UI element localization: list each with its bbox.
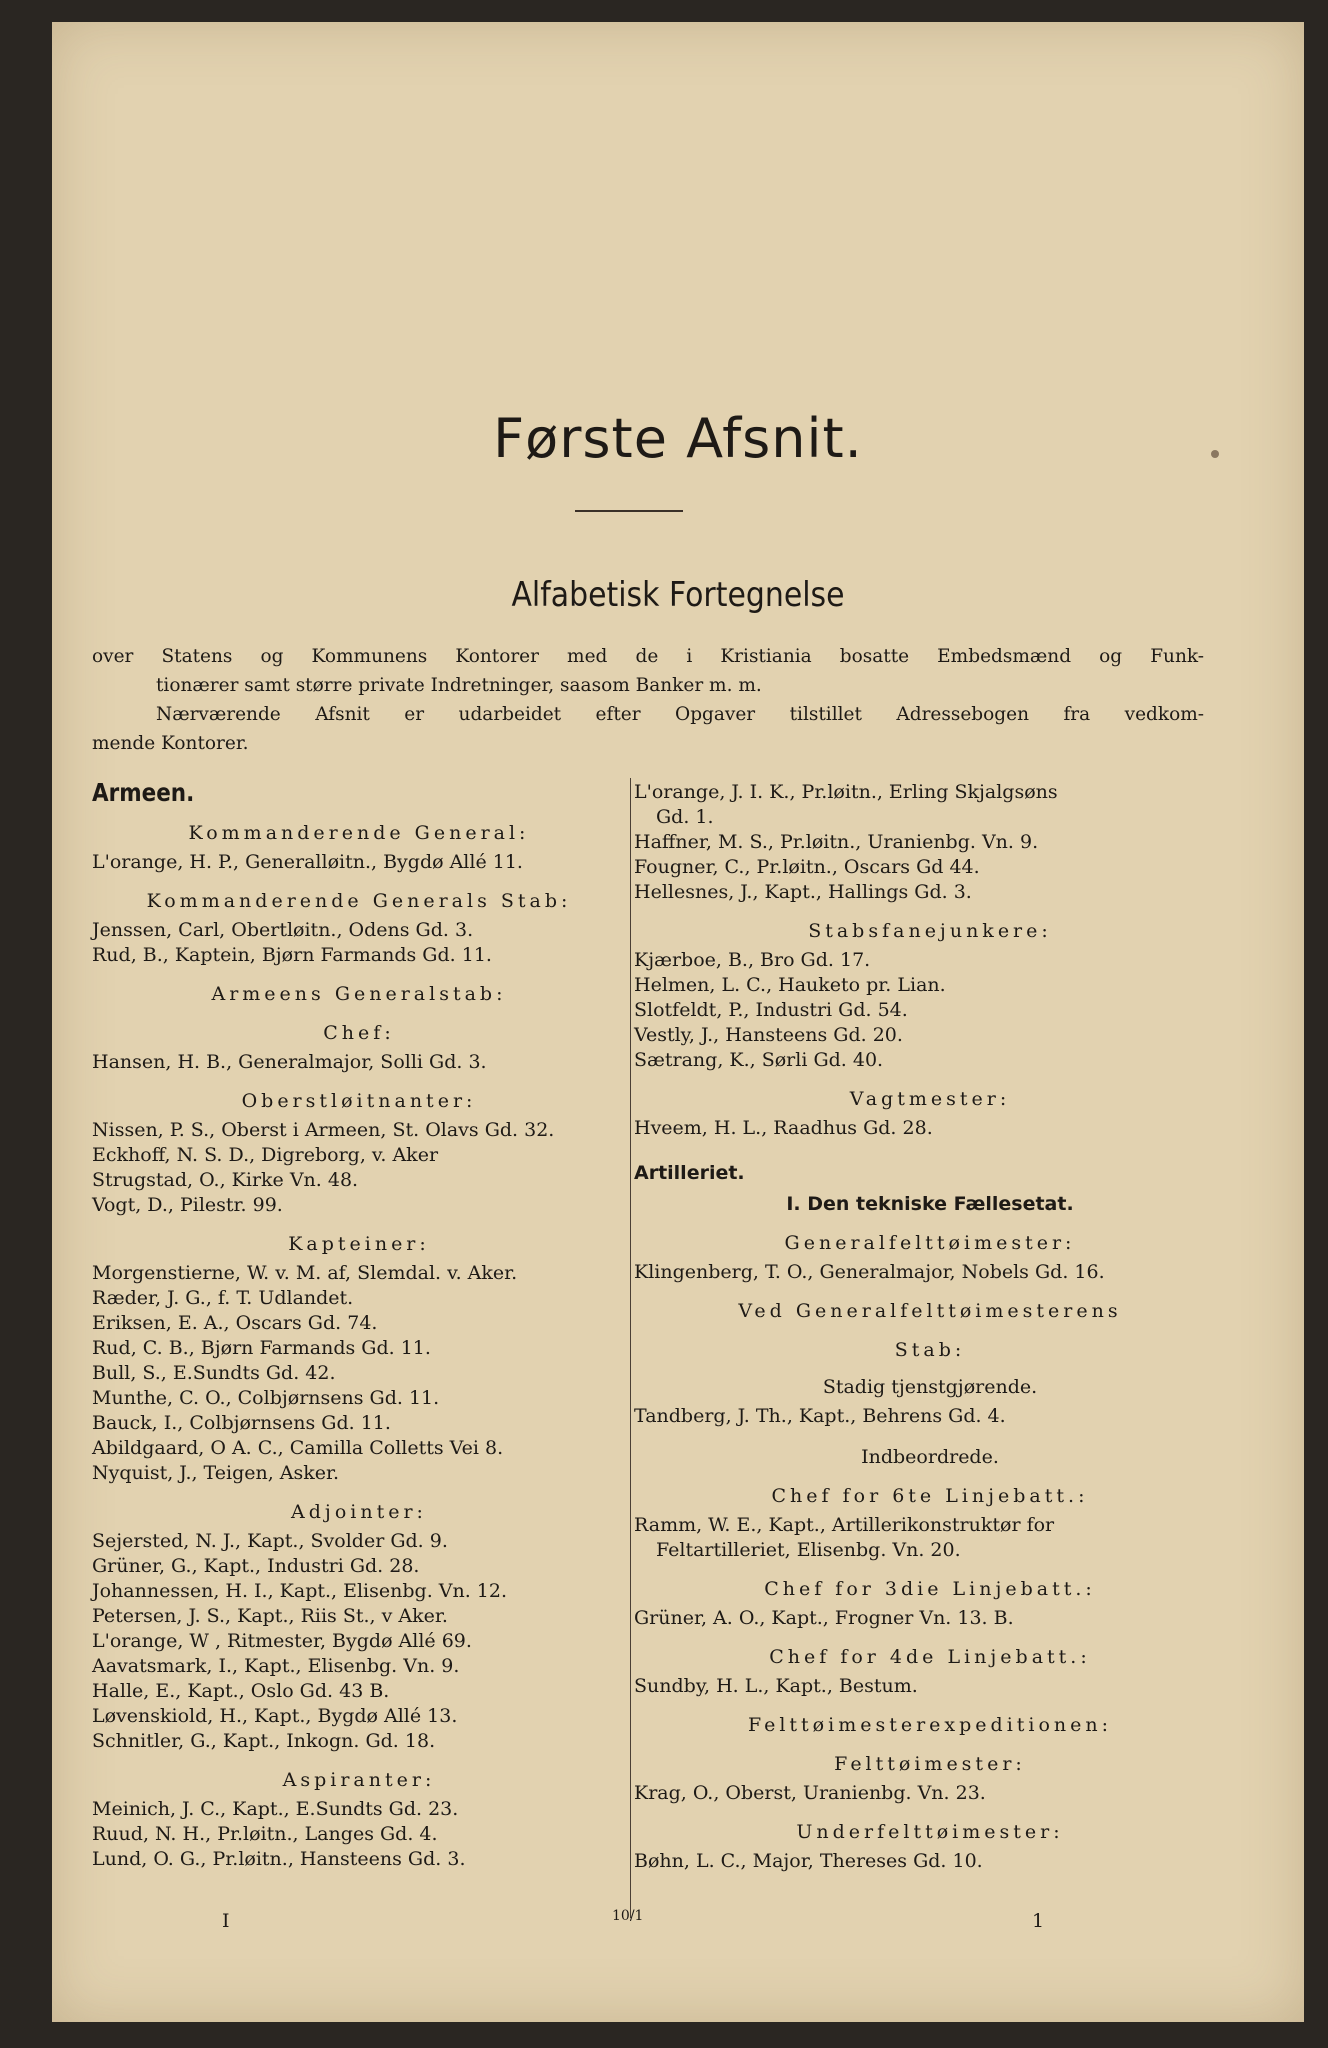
section-subhead: Armeens Generalstab: [211,983,507,1005]
entry-line: Morgenstierne, W. v. M. af, Slemdal. v. Aker. [92,1262,518,1284]
intro-paragraph [92,642,1204,758]
entry-continuation: Feltartilleriet, Elisenbg. Vn. 20. [656,1539,961,1561]
entry-line: Schnitler, G., Kapt., Inkogn. Gd. 18. [92,1730,436,1752]
title-rule [575,510,683,512]
directory-section [634,1299,1226,1324]
entry-line: Petersen, J. S., Kapt., Riis St., v Aker. [92,1605,448,1627]
section-heading: Armeen. [92,778,195,807]
entry-line: Tandberg, J. Th., Kapt., Behrens Gd. 4. [634,1405,1006,1427]
section-subhead: Stadig tjenstgjørende. [822,1376,1038,1398]
section-subhead: Stab: [894,1339,966,1361]
column-divider [630,778,631,1918]
left-sections [92,821,626,1872]
entry-line: Abildgaard, O A. C., Camilla Colletts Vei 8. [92,1437,504,1459]
directory-section [92,1021,626,1075]
section-subhead: Felttøimesterexpeditionen: [747,1714,1113,1736]
entry-line: Hveem, H. L., Raadhus Gd. 28. [634,1117,933,1139]
right-sections-a [634,919,1226,1141]
entry-continuation: Gd. 1. [656,806,714,828]
entry-line: Aavatsmark, I., Kapt., Elisenbg. Vn. 9. [92,1655,460,1677]
page-title: Første Afsnit. [493,407,863,470]
entry-line: Krag, O., Oberst, Uranienbg. Vn. 23. [634,1782,986,1804]
directory-section [92,1500,626,1754]
section-subhead: Kommanderende Generals Stab: [146,890,572,912]
directory-section [92,1089,626,1218]
entry-line: Vogt, D., Pilestr. 99. [92,1194,283,1216]
entry-line: Rud, B., Kaptein, Bjørn Farmands Gd. 11. [92,944,492,966]
entry-line: Munthe, C. O., Colbjørnsens Gd. 11. [92,1387,440,1409]
entry-line: Lund, O. G., Pr.løitn., Hansteens Gd. 3. [92,1848,466,1870]
directory-section [634,1820,1226,1874]
intro-line: mende Kontorer. [92,733,249,754]
directory-section [92,889,626,968]
entry-line: Nissen, P. S., Oberst i Armeen, St. Olavs Gd. 32. [92,1119,555,1141]
section-subhead: Adjointer: [291,1501,427,1523]
directory-section [634,1713,1226,1738]
page-number: 1 [1032,1910,1045,1932]
subsection-heading: I. Den tekniske Fællesetat. [786,1193,1074,1215]
footer-signature-mark: I [222,1910,230,1932]
entry-line: Hellesnes, J., Kapt., Hallings Gd. 3. [634,881,972,903]
entry-line: Strugstad, O., Kirke Vn. 48. [92,1169,359,1191]
directory-section [634,1752,1226,1806]
entry-line: Klingenberg, T. O., Generalmajor, Nobels Gd. 16. [634,1261,1105,1283]
directory-section [92,821,626,875]
entry-line: L'orange, H. P., Generalløitn., Bygdø Allé 11. [92,851,523,873]
entry-line: L'orange, W , Ritmester, Bygdø Allé 69. [92,1630,472,1652]
entry-line: Eckhoff, N. S. D., Digreborg, v. Aker [92,1144,439,1166]
directory-section [634,1484,1226,1563]
entry-line: Grüner, G., Kapt., Industri Gd. 28. [92,1555,420,1577]
section-subhead: Kapteiner: [288,1233,430,1255]
directory-section [634,919,1226,1073]
section-heading: Artilleriet. [634,1162,745,1184]
directory-section [634,1087,1226,1141]
intro-line: tionærer samt større private Indretninger, saasom Banker m. m. [156,675,762,696]
entry-line: Nyquist, J., Teigen, Asker. [92,1462,340,1484]
entry-line: Helmen, L. C., Hauketo pr. Lian. [634,974,946,996]
entry-line: Sætrang, K., Sørli Gd. 40. [634,1049,884,1071]
right-top-entries [634,780,1226,905]
intro-line: Nærværende Afsnit er udarbeidet efter Opgaver tilstillet Adressebogen fra vedkom- [156,704,1204,725]
entry-line: Jenssen, Carl, Obertløitn., Odens Gd. 3. [92,919,474,941]
directory-section [92,1232,626,1486]
right-sections-c [634,1484,1226,1874]
entry-line: Johannessen, H. I., Kapt., Elisenbg. Vn. 12. [92,1580,508,1602]
section-subhead: Chef for 4de Linjebatt.: [769,1646,1091,1668]
section-subhead: Kommanderende General: [188,822,530,844]
section-subhead: Ved Generalfelttøimesterens [738,1300,1122,1322]
entry-line: Fougner, C., Pr.løitn., Oscars Gd 44. [634,856,980,878]
entry-line: Løvenskiold, H., Kapt., Bygdø Allé 13. [92,1705,458,1727]
page-subtitle: Alfabetisk Fortegnelse [511,575,845,615]
section-subhead: Chef for 6te Linjebatt.: [771,1485,1089,1507]
entry-line: Meinich, J. C., Kapt., E.Sundts Gd. 23. [92,1798,459,1820]
directory-section [92,1768,626,1872]
entry-line: Bøhn, L. C., Major, Thereses Gd. 10. [634,1850,983,1872]
directory-section [634,1645,1226,1699]
entry-line: Ruud, N. H., Pr.løitn., Langes Gd. 4. [92,1823,438,1845]
directory-section [634,1338,1226,1363]
entry-line: Hansen, H. B., Generalmajor, Solli Gd. 3. [92,1051,487,1073]
section-subhead: Vagtmester: [849,1088,1011,1110]
entry-line: Haffner, M. S., Pr.løitn., Uranienbg. Vn. 9. [634,831,1039,853]
entry-line: Halle, E., Kapt., Oslo Gd. 43 B. [92,1680,390,1702]
entry-line: Ræder, J. G., f. T. Udlandet. [92,1287,354,1309]
directory-section [92,982,626,1007]
section-subhead: Chef for 3die Linjebatt.: [764,1578,1096,1600]
right-sections-b [634,1231,1226,1363]
entry-line: Kjærboe, B., Bro Gd. 17. [634,949,871,971]
entry-line: Grüner, A. O., Kapt., Frogner Vn. 13. B. [634,1607,1014,1629]
section-subhead: Chef: [323,1022,395,1044]
entry-line: Eriksen, E. A., Oscars Gd. 74. [92,1312,378,1334]
section-subhead: Oberstløitnanter: [241,1090,477,1112]
entry-line: Rud, C. B., Bjørn Farmands Gd. 11. [92,1337,431,1359]
directory-section [634,1577,1226,1631]
section-subhead: Stabsfanejunkere: [808,920,1052,942]
section-subhead: Aspiranter: [282,1769,436,1791]
entry-line: L'orange, J. I. K., Pr.løitn., Erling Skjalgsøns [634,781,1058,803]
section-subhead: Felttøimester: [834,1753,1026,1775]
section-subhead: Indbeordrede. [861,1446,999,1468]
intro-line: over Statens og Kommunens Kontorer med de i Kristiania bosatte Embedsmænd og Funk- [92,646,1204,667]
entry-line: Bauck, I., Colbjørnsens Gd. 11. [92,1412,391,1434]
entry-line: Vestly, J., Hansteens Gd. 20. [634,1024,903,1046]
section-subhead: Underfelttøimester: [796,1821,1064,1843]
entry-line: Slotfeldt, P., Industri Gd. 54. [634,999,908,1021]
right-column [634,780,1226,1874]
entry-line: Sejersted, N. J., Kapt., Svolder Gd. 9. [92,1530,448,1552]
entry-line: Ramm, W. E., Kapt., Artillerikonstruktør for [634,1514,1055,1536]
entry-line: Bull, S., E.Sundts Gd. 42. [92,1362,336,1384]
directory-section [634,1231,1226,1285]
entry-line: Sundby, H. L., Kapt., Bestum. [634,1675,918,1697]
left-column [92,780,626,1872]
document-page [52,22,1304,2022]
footer-date-mark: 10/1 [612,1908,644,1924]
section-subhead: Generalfelttøimester: [784,1232,1076,1254]
